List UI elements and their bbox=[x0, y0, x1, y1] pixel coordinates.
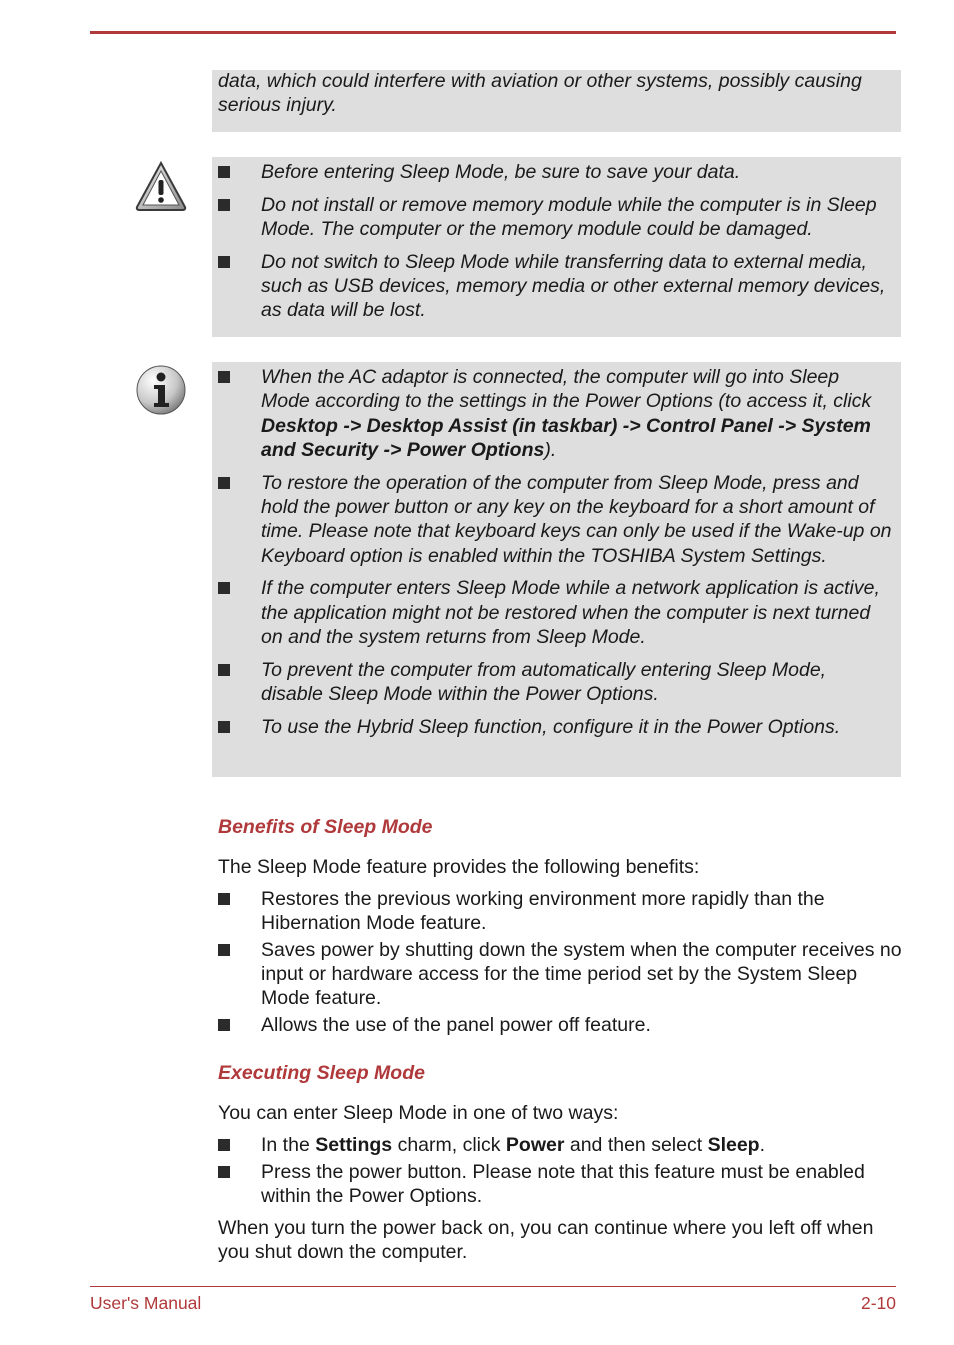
list-item: Before entering Sleep Mode, be sure to save your data. bbox=[212, 160, 893, 184]
bullet-icon bbox=[218, 1019, 230, 1031]
list-item: If the computer enters Sleep Mode while a network application is active, the application might not be restored when the computer is next turned on and the system returns from Sleep Mode. bbox=[212, 576, 893, 649]
bullet-icon bbox=[218, 582, 230, 594]
bullet-icon bbox=[218, 256, 230, 268]
bullet-icon bbox=[218, 944, 230, 956]
bullet-icon bbox=[218, 477, 230, 489]
info-box bbox=[212, 362, 901, 777]
executing-outro: When you turn the power back on, you can continue where you left off when you shut down the computer. bbox=[218, 1217, 874, 1264]
list-item: Do not install or remove memory module while the computer is in Sleep Mode. The computer or the memory module could be damaged. bbox=[212, 193, 893, 242]
benefits-intro: The Sleep Mode feature provides the following benefits: bbox=[218, 856, 700, 878]
continued-note-box bbox=[212, 70, 901, 132]
executing-intro: You can enter Sleep Mode in one of two ways: bbox=[218, 1102, 619, 1124]
benefits-list bbox=[212, 887, 902, 1040]
bullet-icon bbox=[218, 664, 230, 676]
list-item: Restores the previous working environment more rapidly than the Hibernation Mode feature. bbox=[212, 887, 902, 936]
list-item: In the Settings charm, click Power and then select Sleep. bbox=[212, 1133, 902, 1157]
executing-heading: Executing Sleep Mode bbox=[218, 1062, 425, 1084]
list-item: Allows the use of the panel power off feature. bbox=[212, 1013, 902, 1037]
warning-box bbox=[212, 157, 901, 337]
footer-manual-title: User's Manual bbox=[90, 1293, 202, 1313]
list-item: To use the Hybrid Sleep function, configure it in the Power Options. bbox=[212, 715, 893, 739]
continued-note-text: data, which could interfere with aviation or other systems, possibly causing serious injury. bbox=[218, 70, 862, 117]
info-list bbox=[212, 365, 893, 739]
list-item: When the AC adaptor is connected, the computer will go into Sleep Mode according to the settings in the Power Options (to access it, click Desktop -> Desktop Assist (in taskbar) -> Control Panel -> System and Security -> Power Options). bbox=[212, 365, 893, 462]
power-options-path: Desktop -> Desktop Assist (in taskbar) -> Control Panel -> System and Security -> Power Options bbox=[261, 414, 871, 461]
bullet-icon bbox=[218, 1166, 230, 1178]
list-item: Press the power button. Please note that this feature must be enabled within the Power Options. bbox=[212, 1160, 902, 1209]
header-rule bbox=[90, 31, 896, 34]
bullet-icon bbox=[218, 371, 230, 383]
benefits-heading: Benefits of Sleep Mode bbox=[218, 816, 433, 838]
warning-list bbox=[212, 160, 893, 323]
list-item: To prevent the computer from automatically entering Sleep Mode, disable Sleep Mode within the Power Options. bbox=[212, 658, 893, 707]
list-item: To restore the operation of the computer from Sleep Mode, press and hold the power button or any key on the keyboard for a short amount of time. Please note that keyboard keys can only be used if the Wake-up on Keyboard option is enabled within the TOSHIBA System Settings. bbox=[212, 471, 893, 568]
info-icon bbox=[135, 364, 187, 416]
footer-rule bbox=[90, 1286, 896, 1287]
page-number: 2-10 bbox=[860, 1293, 896, 1313]
warning-triangle-icon bbox=[135, 160, 187, 212]
list-item: Saves power by shutting down the system when the computer receives no input or hardware access for the time period set by the System Sleep Mode feature. bbox=[212, 938, 902, 1011]
bullet-icon bbox=[218, 199, 230, 211]
bullet-icon bbox=[218, 166, 230, 178]
bullet-icon bbox=[218, 721, 230, 733]
list-item: Do not switch to Sleep Mode while transferring data to external media, such as USB devices, memory media or other external memory devices, as data will be lost. bbox=[212, 250, 893, 323]
bullet-icon bbox=[218, 893, 230, 905]
bullet-icon bbox=[218, 1139, 230, 1151]
executing-list bbox=[212, 1133, 902, 1210]
